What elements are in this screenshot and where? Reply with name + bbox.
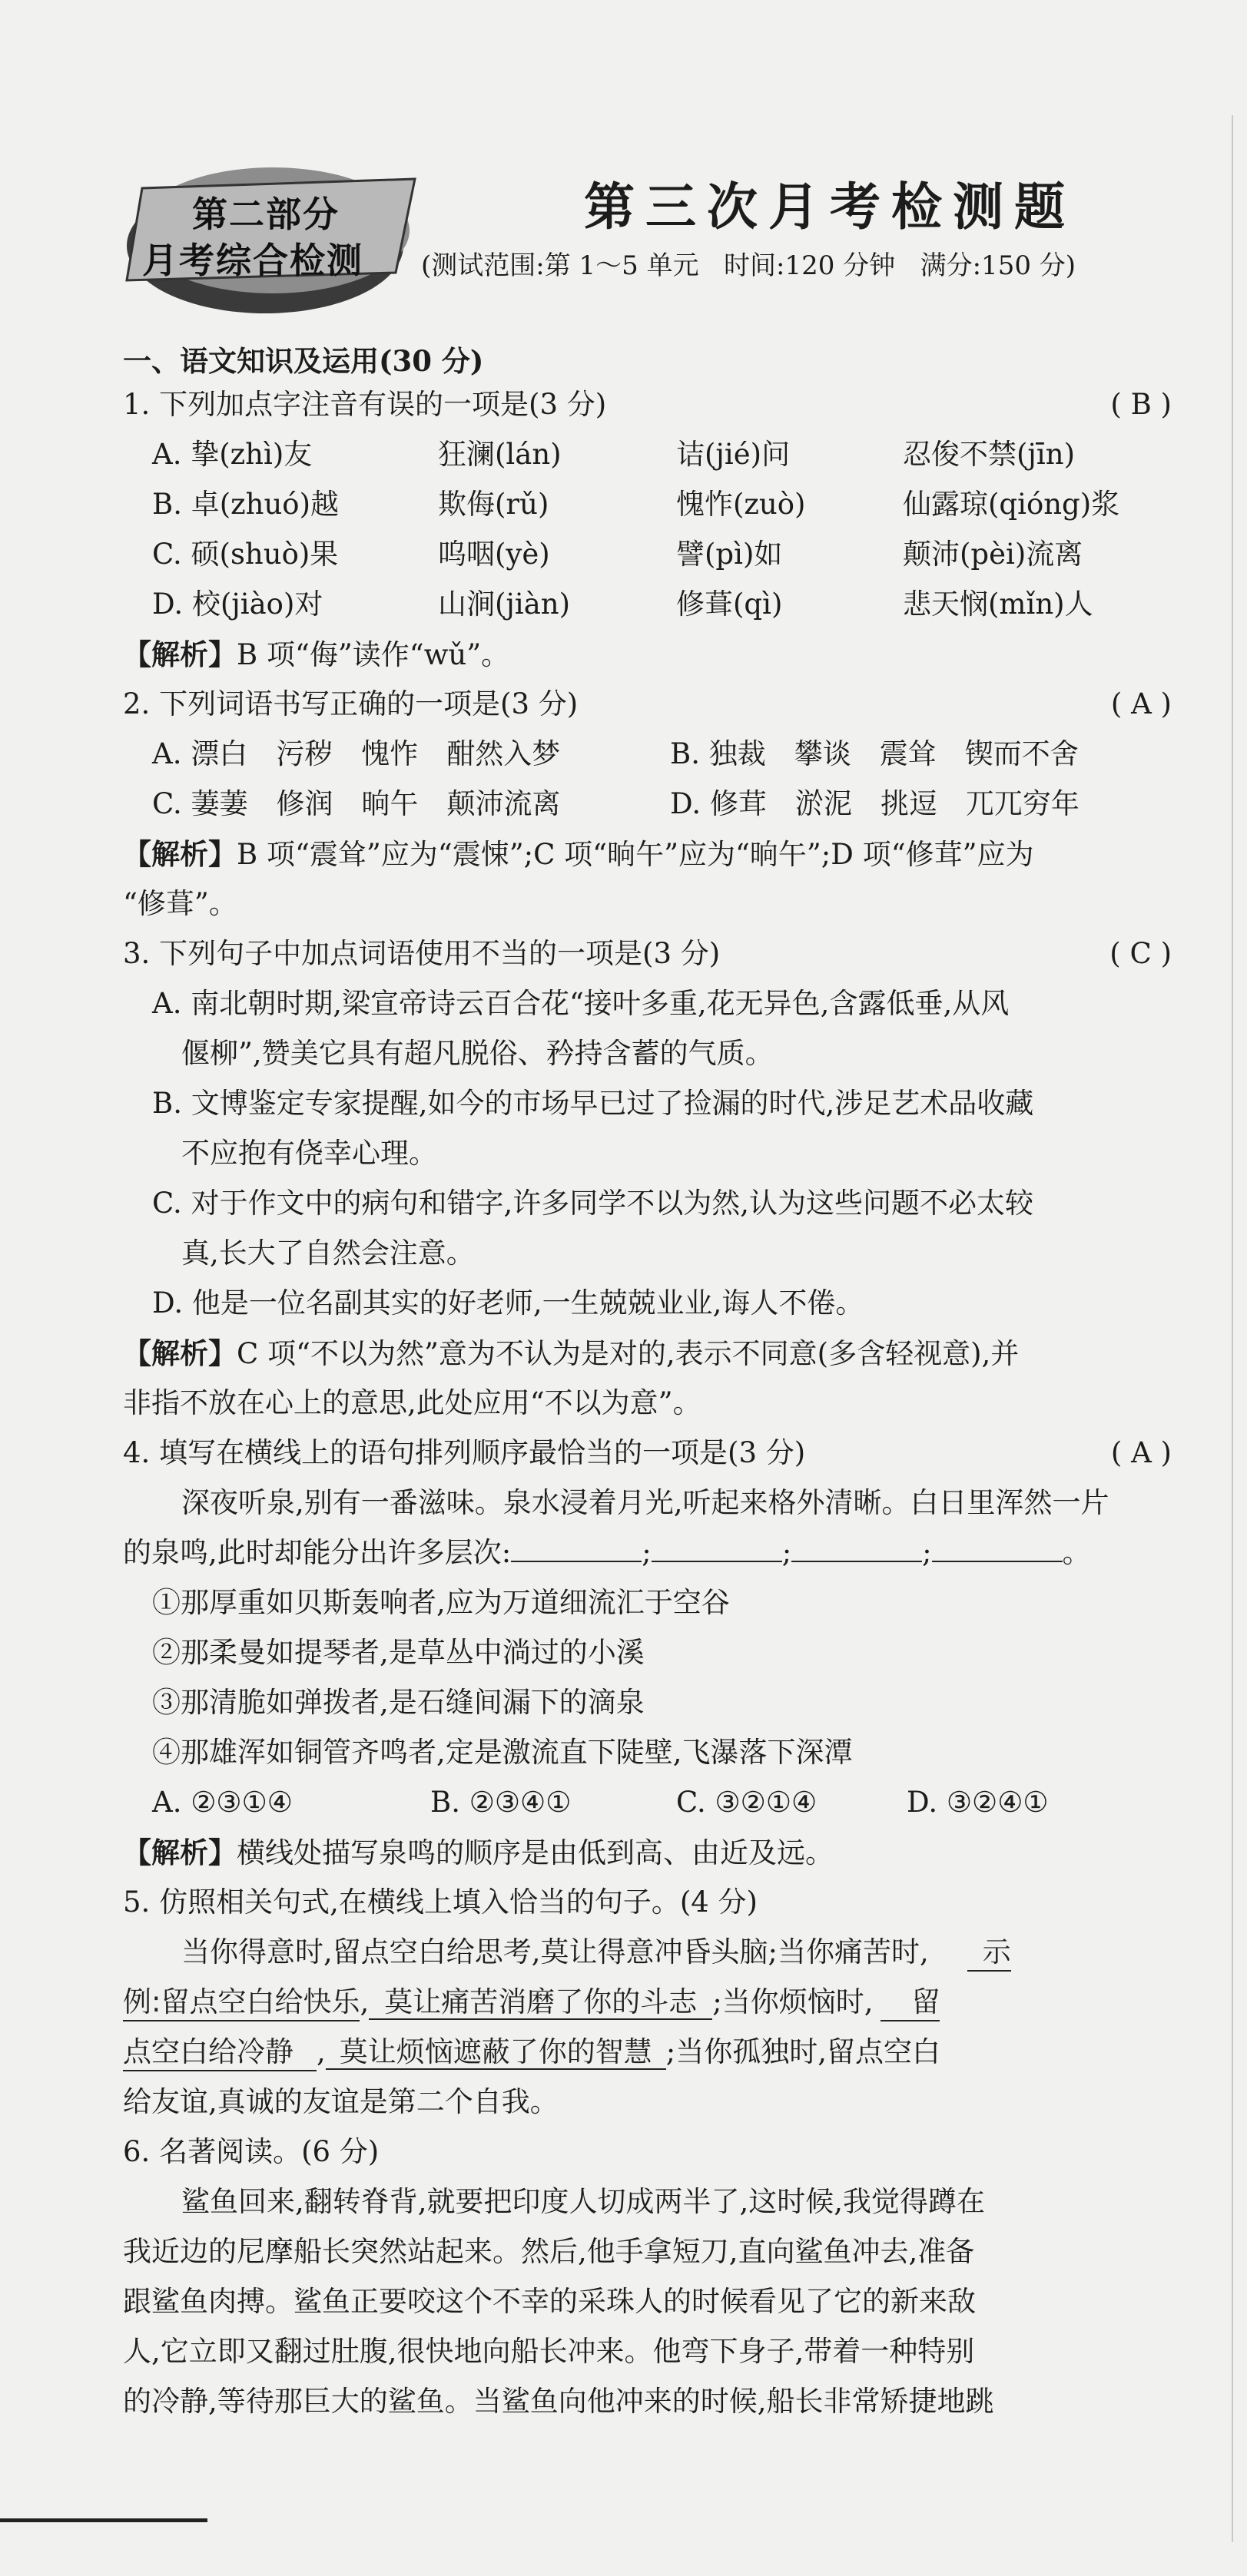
- q3-line: D. 他是一位名副其实的好老师,一生兢兢业业,诲人不倦。: [152, 1286, 864, 1319]
- q1-cell: 狂澜(lán): [438, 438, 562, 471]
- q6-passage-line: 的冷静,等待那巨大的鲨鱼。当鲨鱼向他冲来的时候,船长非常矫捷地跳: [123, 2385, 994, 2418]
- q4-option: B. ②③④①: [430, 1786, 572, 1819]
- section-heading: 一、语文知识及运用(30 分): [123, 344, 484, 378]
- analysis-text: B 项“震耸”应为“震悚”;C 项“晌午”应为“晌午”;D 项“修茸”应为: [237, 838, 1034, 871]
- q1-cell: A. 挚(zhì)友: [152, 438, 313, 471]
- q2-stem: 2. 下列词语书写正确的一项是(3 分): [123, 687, 579, 720]
- q5-text: ;当你孤独时,留点空白: [665, 2035, 940, 2068]
- q1-cell: 欺侮(rǔ): [438, 488, 549, 521]
- handwritten-answer: 点空白给冷静: [123, 2035, 317, 2071]
- analysis-label: 【解析】: [123, 637, 237, 671]
- q1-answer: ( B ): [1110, 388, 1172, 421]
- q2-analysis: [123, 837, 1034, 872]
- blank-line: [511, 1538, 642, 1562]
- q4-option: D. ③②④①: [907, 1786, 1049, 1819]
- q5-line-3: 点空白给冷静 , 莫让烦恼遮蔽了你的智慧 ;当你孤独时,留点空白: [123, 2035, 940, 2069]
- q2-option: C. 萋萋 修润 晌午 颠沛流离: [152, 787, 561, 820]
- q4-passage-text: 的泉鸣,此时却能分出许多层次:: [123, 1536, 512, 1569]
- handwritten-answer: 示: [967, 1935, 1011, 1972]
- analysis-text: 横线处描写泉鸣的顺序是由低到高、由近及远。: [237, 1836, 834, 1869]
- q5-line-2: 例:留点空白给快乐, 莫让痛苦消磨了你的斗志 ;当你烦恼时, 留: [123, 1985, 940, 2019]
- q1-cell: C. 硕(shuò)果: [152, 538, 339, 571]
- section-badge: [119, 157, 434, 315]
- q4-option: C. ③②①④: [676, 1786, 818, 1819]
- q1-cell: 愧怍(zuò): [676, 488, 806, 521]
- q1-cell: 颠沛(pèi)流离: [903, 538, 1083, 571]
- analysis-label: 【解析】: [123, 1836, 237, 1869]
- q6-passage-line: 我近边的尼摩船长突然站起来。然后,他手拿短刀,直向鲨鱼冲去,准备: [123, 2235, 975, 2268]
- q1-cell: 悲天悯(mǐn)人: [903, 588, 1093, 621]
- q4-stem: 4. 填写在横线上的语句排列顺序最恰当的一项是(3 分): [123, 1436, 806, 1469]
- bottom-rule: [0, 2518, 207, 2522]
- q1-cell: 诘(jié)问: [676, 438, 791, 471]
- q4-item: ②那柔曼如提琴者,是草丛中淌过的小溪: [152, 1636, 645, 1669]
- q1-cell: 譬(pì)如: [676, 538, 783, 571]
- analysis-label: 【解析】: [123, 837, 237, 871]
- q6-passage-line: 鲨鱼回来,翻转脊背,就要把印度人切成两半了,这时候,我觉得蹲在: [181, 2185, 986, 2218]
- q4-analysis: [123, 1836, 834, 1870]
- q3-stem: 3. 下列句子中加点词语使用不当的一项是(3 分): [123, 937, 721, 970]
- q5-stem: 5. 仿照相关句式,在横线上填入恰当的句子。(4 分): [123, 1886, 758, 1919]
- q4-passage: 深夜听泉,别有一番滋味。泉水浸着月光,听起来格外清晰。白日里浑然一片: [181, 1486, 1109, 1519]
- q2-analysis-cont: “修葺”。: [123, 887, 237, 920]
- badge-line-1: 第二部分: [192, 194, 340, 235]
- q3-line: A. 南北朝时期,梁宣帝诗云百合花“接叶多重,花无异色,含露低垂,从风: [152, 987, 1010, 1020]
- q3-line: C. 对于作文中的病句和错字,许多同学不以为然,认为这些问题不必太较: [152, 1187, 1034, 1220]
- q3-line: 真,长大了自然会注意。: [181, 1237, 475, 1270]
- handwritten-answer: 莫让烦恼遮蔽了你的智慧: [326, 2035, 666, 2070]
- q3-analysis: [123, 1336, 1019, 1371]
- q2-answer: ( A ): [1110, 687, 1172, 720]
- q3-analysis-cont: 非指不放在心上的意思,此处应用“不以为意”。: [123, 1386, 701, 1419]
- q1-cell: 仙露琼(qióng)浆: [903, 488, 1120, 521]
- q5-text: 当你得意时,留点空白给思考,莫让得意冲昏头脑;当你痛苦时,: [181, 1935, 929, 1968]
- q5-line-1: [181, 1935, 1011, 1969]
- q5-text: ;当你烦恼时,: [712, 1985, 874, 2018]
- q1-stem: 1. 下列加点字注音有误的一项是(3 分): [123, 388, 607, 421]
- q1-cell: 山涧(jiàn): [438, 588, 571, 621]
- q3-line: B. 文博鉴定专家提醒,如今的市场早已过了捡漏的时代,涉足艺术品收藏: [152, 1087, 1034, 1120]
- q4-item: ①那厚重如贝斯轰响者,应为万道细流汇于空谷: [152, 1586, 730, 1619]
- q4-answer: ( A ): [1110, 1436, 1172, 1469]
- q1-cell: 修葺(qì): [676, 588, 783, 621]
- q2-option: D. 修茸 淤泥 挑逗 兀兀穷年: [670, 787, 1080, 820]
- blank-line: [652, 1538, 782, 1562]
- page-subtitle: (测试范围:第 1～5 单元 时间:120 分钟 满分:150 分): [421, 250, 1076, 281]
- badge-line-2: 月考综合检测: [142, 240, 363, 281]
- q6-passage-line: 人,它立即又翻过肚腹,很快地向船长冲来。他弯下身子,带着一种特别: [123, 2335, 975, 2368]
- q1-analysis: [123, 637, 509, 672]
- q4-option: A. ②③①④: [152, 1786, 293, 1819]
- q2-option: B. 独裁 攀谈 震耸 锲而不舍: [670, 737, 1079, 770]
- q3-line: 不应抱有侥幸心理。: [181, 1137, 437, 1170]
- page-edge-line: [1232, 115, 1233, 2542]
- analysis-text: C 项“不以为然”意为不认为是对的,表示不同意(多含轻视意),并: [237, 1337, 1020, 1370]
- handwritten-answer: 例:留点空白给快乐: [123, 1985, 360, 2021]
- handwritten-answer: 留: [881, 1985, 940, 2021]
- q2-option: A. 漂白 污秽 愧怍 酣然入梦: [152, 737, 561, 770]
- blank-line: [791, 1538, 922, 1562]
- analysis-label: 【解析】: [123, 1336, 237, 1370]
- q3-answer: ( C ): [1109, 937, 1172, 970]
- q4-item: ④那雄浑如铜管齐鸣者,定是激流直下陡壁,飞瀑落下深潭: [152, 1736, 853, 1769]
- q1-cell: 呜咽(yè): [438, 538, 550, 571]
- q3-line: 偃柳”,赞美它具有超凡脱俗、矜持含蓄的气质。: [181, 1037, 774, 1070]
- q5-line-4: 给友谊,真诚的友谊是第二个自我。: [123, 2085, 559, 2118]
- analysis-text: B 项“侮”读作“wǔ”。: [237, 638, 510, 671]
- q1-cell: 忍俊不禁(jīn): [903, 438, 1076, 471]
- page-title: 第三次月考检测题: [584, 177, 1076, 237]
- q1-cell: B. 卓(zhuó)越: [152, 488, 340, 521]
- q4-passage-cont: 的泉鸣,此时却能分出许多层次: ; ; ; 。: [123, 1536, 1091, 1569]
- handwritten-answer: 莫让痛苦消磨了你的斗志: [369, 1985, 712, 2020]
- q4-item: ③那清脆如弹拨者,是石缝间漏下的滴泉: [152, 1686, 645, 1719]
- blank-line: [932, 1538, 1063, 1562]
- q6-passage-line: 跟鲨鱼肉搏。鲨鱼正要咬这个不幸的采珠人的时候看见了它的新来敌: [123, 2285, 976, 2318]
- q1-cell: D. 校(jiào)对: [152, 588, 323, 621]
- q6-stem: 6. 名著阅读。(6 分): [123, 2135, 380, 2168]
